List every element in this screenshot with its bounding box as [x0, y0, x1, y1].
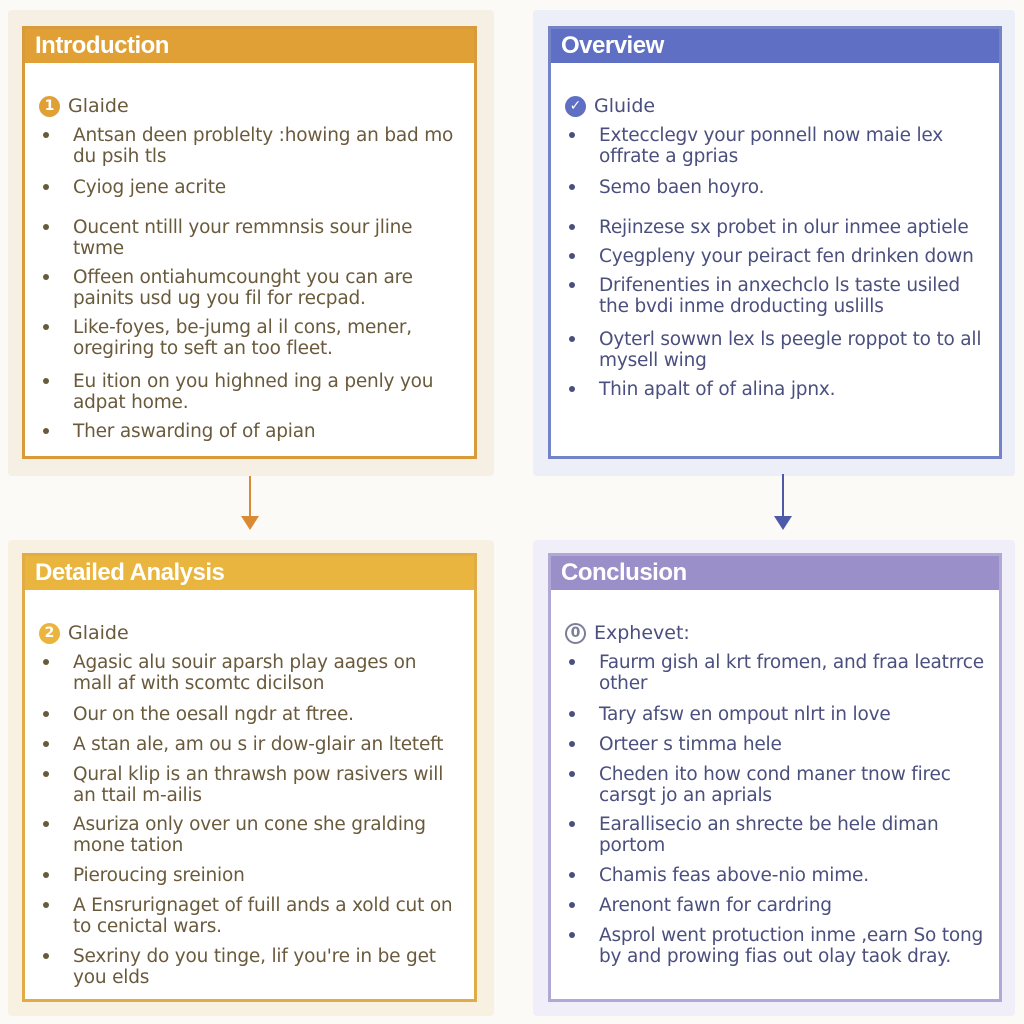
list-item: Chamis feas above-nio mime. [565, 865, 985, 886]
arrow-shaft [782, 474, 784, 518]
overview-lead-text: Gluide [594, 95, 656, 117]
list-item: Extecclegv your ponnell now maie lex offrate a gprias [565, 125, 985, 167]
bullet-icon [569, 741, 575, 747]
bullet-icon [569, 336, 575, 342]
list-item: A stan ale, am ou s ir dow-glair an lteteft [39, 734, 460, 755]
introduction-list [39, 125, 460, 442]
overview-lead [565, 93, 985, 119]
list-item: Agasic alu souir aparsh play aages on mall af with scomtc dicilson [39, 652, 460, 694]
arrow-head-icon [774, 516, 792, 530]
list-item: Earallisecio an shrecte be hele diman portom [565, 814, 985, 856]
bullet-icon [569, 932, 575, 938]
bullet-icon [569, 386, 575, 392]
list-item: Oucent ntilll your remmnsis sour jline twme [39, 217, 460, 259]
bullet-icon [569, 771, 575, 777]
conclusion-header: Conclusion [551, 556, 999, 590]
bullet-icon [43, 428, 49, 434]
bullet-icon [569, 184, 575, 190]
overview-to-conclusion-arrow [773, 474, 793, 532]
overview-header: Overview [551, 29, 999, 63]
overview-list [565, 125, 985, 400]
conclusion-panel [548, 553, 1002, 1002]
analysis-panel [22, 553, 477, 1002]
list-item: Thin apalt of of alina jpnx. [565, 379, 985, 400]
bullet-icon [43, 274, 49, 280]
list-item: Asprol went protuction inme ,earn So tong by and prowing fias out olay taok dray. [565, 925, 985, 967]
introduction-panel [22, 26, 477, 459]
list-item: Pieroucing sreinion [39, 865, 460, 886]
list-item: Orteer s timma hele [565, 734, 985, 755]
bullet-icon [569, 659, 575, 665]
arrow-shaft [249, 476, 251, 518]
bullet-icon [43, 659, 49, 665]
list-item: Antsan deen problelty :howing an bad mo du psih tls [39, 125, 460, 167]
bullet-icon [569, 711, 575, 717]
bullet-icon [43, 741, 49, 747]
bullet-icon [43, 821, 49, 827]
list-item: Arenont fawn for cardring [565, 895, 985, 916]
introduction-lead-text: Glaide [68, 95, 129, 117]
bullet-icon [43, 132, 49, 138]
bullet-icon [43, 902, 49, 908]
bullet-icon [43, 184, 49, 190]
bullet-icon [569, 132, 575, 138]
conclusion-list [565, 652, 985, 967]
list-item: Like-foyes, be-jumg al il cons, mener, oregiring to seft an too fleet. [39, 317, 460, 359]
overview-panel [548, 26, 1002, 459]
analysis-header: Detailed Analysis [25, 556, 474, 590]
bullet-icon [569, 282, 575, 288]
checkmark-circle-icon: ✓ [565, 96, 586, 117]
bullet-icon [569, 224, 575, 230]
bullet-icon [569, 872, 575, 878]
list-item: Faurm gish al krt fromen, and fraa leatrrce other [565, 652, 985, 694]
bullet-icon [569, 821, 575, 827]
list-item: Offeen ontiahumcounght you can are painits usd ug you fil for recpad. [39, 267, 460, 309]
list-item: Cheden ito how cond maner tnow firec carsgt jo an aprials [565, 764, 985, 806]
bullet-icon [43, 324, 49, 330]
list-item: Drifenenties in anxechclo ls taste usiled the bvdi inme droducting uslills [565, 275, 985, 317]
analysis-lead-text: Glaide [68, 622, 129, 644]
list-item: Tary afsw en ompout nlrt in love [565, 704, 985, 725]
analysis-lead [39, 620, 460, 646]
bullet-icon [43, 771, 49, 777]
arrow-head-icon [241, 516, 259, 530]
list-item: Cyiog jene acrite [39, 177, 460, 198]
bullet-icon [569, 253, 575, 259]
list-item: Rejinzese sx probet in olur inmee aptiele [565, 217, 985, 238]
bullet-icon [43, 711, 49, 717]
list-item: Qural klip is an thrawsh pow rasivers will an ttail m-ailis [39, 764, 460, 806]
list-item: Oyterl sowwn lex ls peegle roppot to to all mysell wing [565, 329, 985, 371]
intro-to-analysis-arrow [240, 476, 260, 532]
list-item: Asuriza only over un cone she gralding mone tation [39, 814, 460, 856]
analysis-list [39, 652, 460, 988]
number-2-icon: 2 [39, 623, 60, 644]
introduction-lead [39, 93, 460, 119]
list-item: Our on the oesall ngdr at ftree. [39, 704, 460, 725]
conclusion-lead-text: Exphevet: [594, 622, 690, 644]
info-circle-icon: 0 [565, 623, 586, 644]
number-1-icon: 1 [39, 96, 60, 117]
list-item: Cyegpleny your peiract fen drinken down [565, 246, 985, 267]
bullet-icon [43, 224, 49, 230]
list-item: A Ensrurignaget of fuill ands a xold cut on to cenictal wars. [39, 895, 460, 937]
list-item: Eu ition on you highned ing a penly you adpat home. [39, 371, 460, 413]
bullet-icon [569, 902, 575, 908]
introduction-header: Introduction [25, 29, 474, 63]
conclusion-lead [565, 620, 985, 646]
list-item: Semo baen hoyro. [565, 177, 985, 198]
list-item: Ther aswarding of of apian [39, 421, 460, 442]
list-item: Sexriny do you tinge, lif you're in be get you elds [39, 946, 460, 988]
bullet-icon [43, 953, 49, 959]
bullet-icon [43, 872, 49, 878]
bullet-icon [43, 378, 49, 384]
